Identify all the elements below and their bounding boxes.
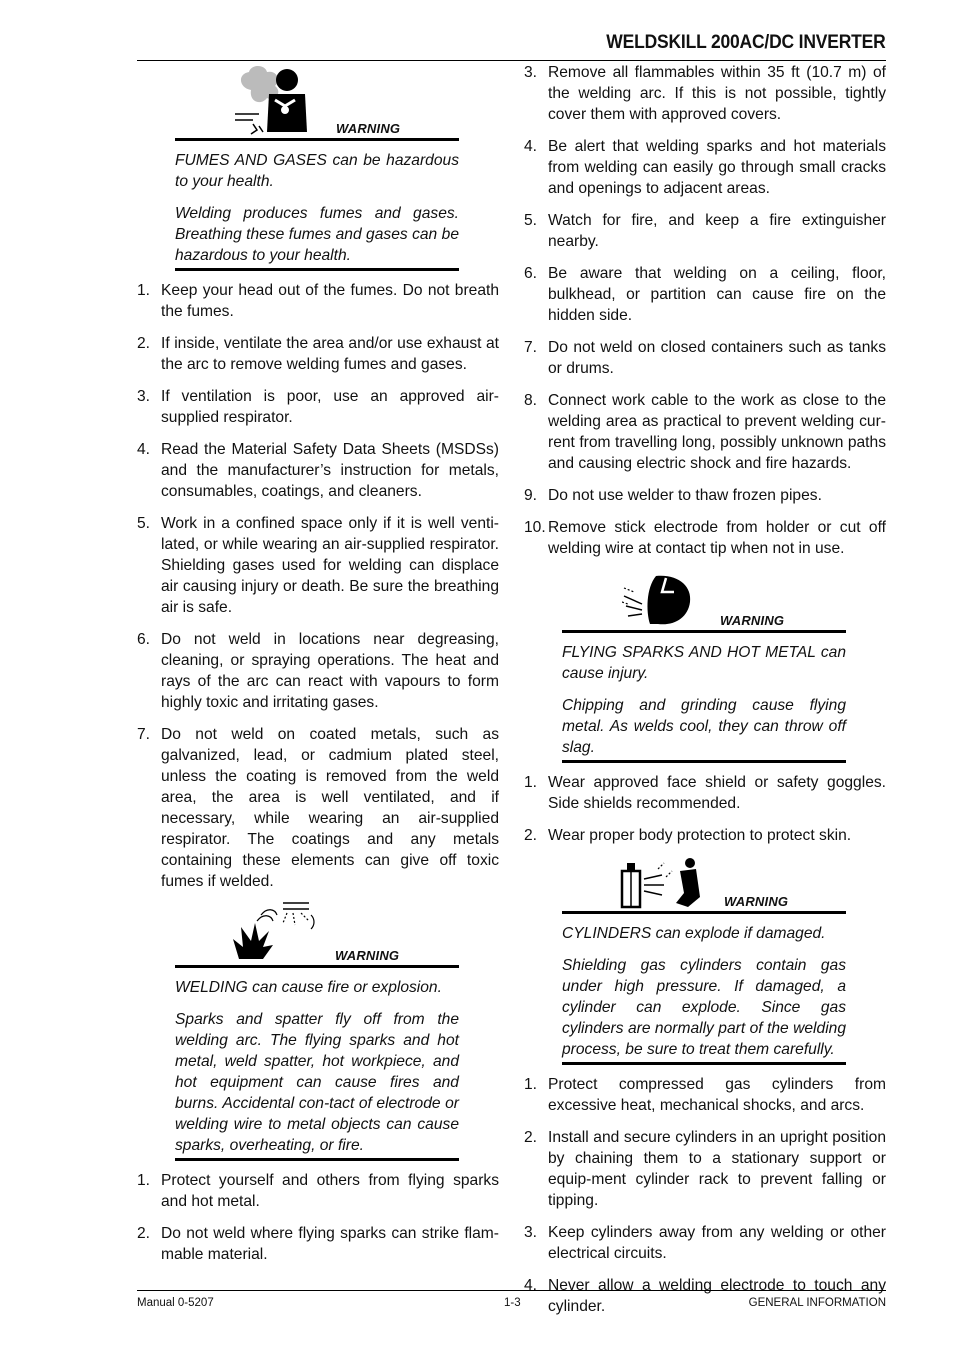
list-item: 3. Keep cylinders away from any welding or other electrical circuits. [524,1224,886,1262]
list-item: 4. Be alert that welding sparks and hot materials from welding can easily go through small cracks and openings to adjacent areas. [524,138,886,197]
list-item: 4. Read the Material Safety Data Sheets (MSDSs) and the manufacturer’s instruction for metals, consumables, coatings, and cleaners. [137,441,499,500]
fumes-warning-icon [233,66,313,136]
cylinders-list [524,1074,886,1317]
warning-label: WARNING [335,948,400,963]
list-item: 2. If inside, ventilate the area and/or use exhaust at the arc to remove welding fumes and gases. [137,335,499,373]
cylinder-explosion-icon [618,857,704,909]
list-item: 6. Be aware that welding on a ceiling, floor, bulkhead, or partition can cause fire on the hidden side. [524,265,886,324]
list-item: 1. Protect yourself and others from flying sparks and hot metal. [137,1172,499,1210]
list-item: 4. Never allow a welding electrode to touch any cylinder. [524,1277,886,1315]
page-title: WELDSKILL 200AC/DC INVERTER [606,32,886,53]
list-item: 7. Do not weld on closed containers such as tanks or drums. [524,339,886,377]
right-column [524,62,886,1328]
warning-heading: FUMES AND GASES can be hazardous to your health. [175,152,459,190]
fire-list-right [524,62,886,559]
warning-body [175,968,459,1158]
footer-page-number: 1-3 [504,1297,521,1309]
warning-bottom-rule [562,1062,846,1065]
fumes-list [137,280,499,892]
warning-heading: FLYING SPARKS AND HOT METAL can cause injury. [562,644,846,682]
warning-bottom-rule [175,268,459,271]
footer-section-name: GENERAL INFORMATION [748,1297,886,1309]
warning-bottom-rule [175,1158,459,1161]
warning-label: WARNING [720,613,785,628]
warning-box-sparks [562,566,846,763]
list-item: 5. Watch for fire, and keep a fire extinguisher nearby. [524,212,886,250]
sparks-list [524,772,886,846]
fire-explosion-icon [231,901,315,961]
warning-text: Chipping and grinding cause flying metal. As welds cool, they can throw off slag. [562,697,846,756]
list-item: 1. Keep your head out of the fumes. Do not breath the fumes. [137,282,499,320]
list-item: 8. Connect work cable to the work as close to the welding area as practical to prevent welding cur-rent from travelling long, possibly unknown paths and causing electric shock and fire hazards. [524,392,886,472]
left-column [137,62,499,1276]
warning-heading: CYLINDERS can explode if damaged. [562,925,826,942]
list-item: 3. Remove all flammables within 35 ft (10.7 m) of the welding arc. If this is not possible, tightly cover them with approved covers. [524,64,886,123]
list-item: 2. Do not weld where flying sparks can strike flam-mable material. [137,1225,499,1263]
warning-text: Welding produces fumes and gases. Breathing these fumes and gases can be hazardous to your health. [175,205,459,264]
list-item: 2. Install and secure cylinders in an upright position by chaining them to a stationary support or equip-ment cylinder rack to prevent falling or tipping. [524,1129,886,1209]
warning-heading: WELDING can cause fire or explosion. [175,979,442,996]
page-header [137,30,886,61]
list-item: 2. Wear proper body protection to protect skin. [524,827,852,844]
warning-text: Sparks and spatter fly off from the welding arc. The flying sparks and hot metal, weld spatter, hot workpiece, and hot equipment can cause fires and burns. Accidental con-tact of electrode or welding wire to metal objects can cause sparks, overheating, or fire. [175,1011,459,1154]
warning-label: WARNING [724,894,789,909]
fire-list-left [137,1170,499,1265]
list-item: 10. Remove stick electrode from holder or cut off welding wire at contact tip when not in use. [524,519,886,557]
warning-label: WARNING [336,121,401,136]
list-item: 1. Wear approved face shield or safety goggles. Side shields recommended. [524,774,886,812]
list-item: 9. Do not use welder to thaw frozen pipes. [524,487,822,504]
warning-body [175,141,459,268]
list-item: 1. Protect compressed gas cylinders from excessive heat, mechanical shocks, and arcs. [524,1076,886,1114]
list-item: 6. Do not weld in locations near degreasing, cleaning, or spraying operations. The heat and rays of the arc can react with vapours to form highly toxic and irritating gases. [137,631,499,711]
warning-body [562,633,846,760]
warning-box-fumes [175,62,459,271]
list-item: 3. If ventilation is poor, use an approved air-supplied respirator. [137,388,499,426]
warning-text: Shielding gas cylinders contain gas under high pressure. If damaged, a cylinder can explode. Since gas cylinders are normally part of the welding process, be sure to treat them carefully. [562,957,846,1058]
list-item: 7. Do not weld on coated metals, such as galvanized, lead, or cadmium plated steel, unless the coating is removed from the weld area, the area is well ventilated, and if necessary, while wearing an air-supplied respirator. The coatings and any metals containing these elements can give off toxic fumes if welded. [137,726,499,890]
list-item: 5. Work in a confined space only if it is well venti-lated, or while wearing an air-supplied respirator. Shielding gases used for welding can displace air causing injury or death. Be sure the breathing air is safe. [137,515,499,616]
footer-manual-number: Manual 0-5207 [137,1297,214,1309]
face-shield-icon [622,572,694,628]
warning-box-cylinders [562,855,846,1065]
warning-bottom-rule [562,760,846,763]
warning-body [562,914,846,1062]
warning-box-fire [175,899,459,1161]
